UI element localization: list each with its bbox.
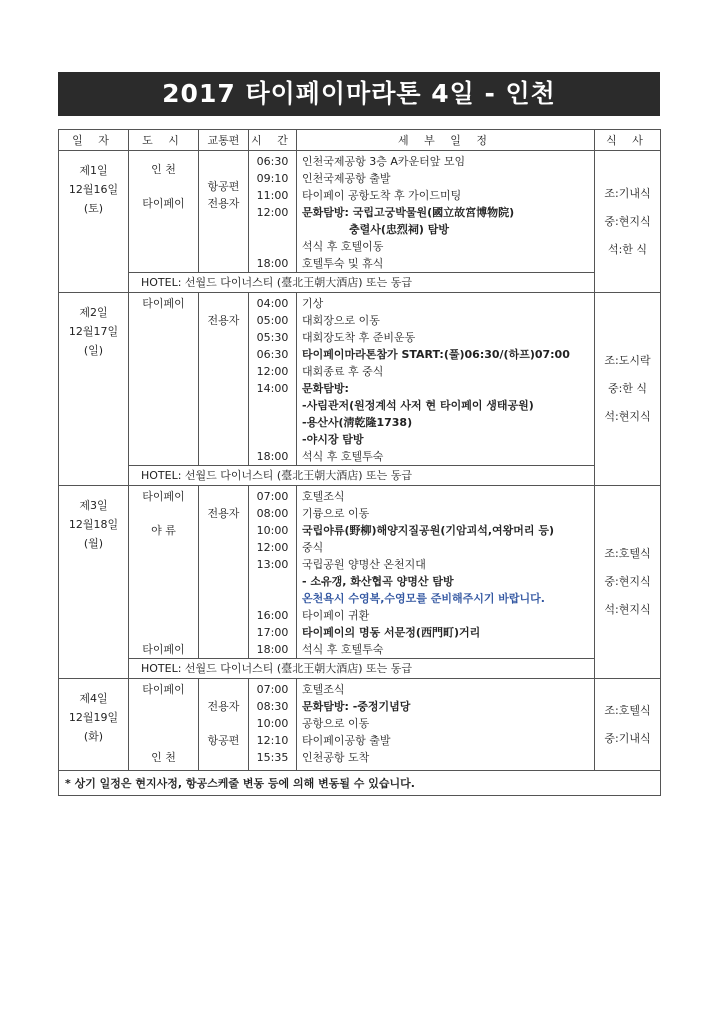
header-detail: 세 부 일 정	[297, 130, 595, 151]
time-text: 07:00	[256, 490, 289, 503]
city-text: 인 천	[151, 751, 176, 764]
meal-text: 조:도시락	[604, 354, 651, 367]
time-text	[249, 221, 296, 238]
transport-text	[199, 715, 248, 732]
detail-text: 석식 후 호텔이동	[302, 240, 384, 253]
detail-text: -야시장 탐방	[302, 433, 364, 446]
detail-text: -용산사(淸乾隆1738)	[302, 416, 413, 429]
time-text: 14:00	[256, 382, 289, 395]
city-text	[129, 556, 198, 573]
city-cell-4	[129, 679, 199, 771]
detail-text: 타이페이의 명동 서문정(西門町)거리	[302, 626, 481, 639]
hotel-text: HOTEL: 선월드 다이너스티 (臺北王朝大酒店) 또는 동급	[129, 659, 595, 679]
transport-cell-1	[199, 151, 249, 273]
detail-text: 충렬사(忠烈祠) 탐방	[349, 223, 450, 236]
time-text	[249, 573, 296, 590]
day-cell-4	[59, 679, 129, 771]
city-text	[129, 590, 198, 607]
meal-text: 조:기내식	[604, 186, 651, 200]
detail-text: 국립공원 양명산 온천지대	[302, 558, 426, 571]
day-row-1	[59, 151, 661, 273]
transport-cell-4	[199, 679, 249, 771]
time-text: 08:00	[256, 507, 289, 520]
detail-text: 인천국제공항 3층 A카운터앞 모임	[302, 155, 466, 168]
time-text: 09:10	[256, 172, 289, 185]
day-date: 12월16일	[68, 183, 119, 196]
transport-text: 항공편	[207, 734, 240, 747]
time-text	[249, 431, 296, 448]
meal-text: 중:기내식	[604, 731, 651, 745]
day-cell-3	[59, 486, 129, 679]
detail-text: 석식 후 호텔투숙	[302, 643, 384, 656]
city-text	[129, 505, 198, 522]
day-cell-1	[59, 151, 129, 293]
day-row-2	[59, 293, 661, 466]
detail-text: 공항으로 이동	[302, 717, 370, 730]
detail-text: 석식 후 호텔투숙	[302, 450, 384, 463]
meal-text: 조:호텔식	[604, 547, 651, 560]
meal-text: 석:한 식	[607, 242, 648, 256]
time-cell-1	[249, 151, 297, 273]
time-cell-3	[249, 486, 297, 659]
detail-text: - 소유갱, 화산협곡 양명산 탐방	[302, 575, 454, 588]
transport-text: 전용자	[207, 700, 240, 713]
detail-cell-1	[297, 151, 595, 273]
city-text: 타이페이	[142, 197, 185, 210]
transport-cell-2	[199, 293, 249, 466]
footnote: * 상기 일정은 현지사정, 항공스케줄 변동 등에 의해 변동될 수 있습니다.	[59, 771, 661, 796]
city-text	[129, 698, 198, 715]
detail-text: -사림관저(원정계석 사저 현 타이페이 생태공원)	[302, 399, 534, 412]
meal-text: 중:한 식	[607, 382, 648, 395]
header-city: 도 시	[129, 130, 199, 151]
city-cell-2	[129, 293, 199, 466]
time-text: 05:00	[256, 314, 289, 327]
page-title: 2017 타이페이마라톤 4일 - 인천	[58, 72, 660, 116]
meal-cell-1	[595, 151, 661, 293]
transport-text	[199, 488, 248, 505]
detail-text: 문화탐방:	[302, 382, 349, 395]
city-cell-1	[129, 151, 199, 273]
detail-text: 타이페이공항 출발	[302, 734, 391, 747]
day-label: 제4일	[79, 692, 108, 705]
meal-text: 중:현지식	[604, 214, 651, 228]
meal-text: 중:현지식	[604, 575, 651, 588]
header-time: 시 간	[249, 130, 297, 151]
meal-cell-3	[595, 486, 661, 679]
day-cell-2	[59, 293, 129, 486]
detail-cell-2	[297, 293, 595, 466]
day-weekday: (일)	[83, 344, 104, 357]
detail-text: 기륭으로 이동	[302, 507, 370, 520]
city-text	[129, 624, 198, 641]
transport-text	[199, 295, 248, 312]
time-cell-4	[249, 679, 297, 771]
city-text	[129, 573, 198, 590]
time-text: 16:00	[256, 609, 289, 622]
city-text	[129, 178, 198, 195]
meal-cell-4	[595, 679, 661, 771]
transport-text: 항공편	[207, 180, 240, 193]
time-text: 17:00	[256, 626, 289, 639]
detail-text: 타이페이 공항도착 후 가이드미팅	[302, 189, 462, 202]
header-transport: 교통편	[199, 130, 249, 151]
detail-text: 타이페이마라톤참가 START:(풀)06:30/(하프)07:00	[302, 348, 570, 361]
time-text: 12:10	[256, 734, 289, 747]
meal-text: 조:호텔식	[604, 703, 651, 717]
hotel-text: HOTEL: 선월드 다이너스티 (臺北王朝大酒店) 또는 동급	[129, 466, 595, 486]
transport-text: 전용자	[207, 314, 240, 327]
day-date: 12월19일	[68, 711, 119, 724]
day-row-4	[59, 679, 661, 771]
day-weekday: (토)	[83, 202, 104, 215]
time-text: 06:30	[256, 155, 289, 168]
detail-text: 문화탐방: 국립고궁박물원(國立故宮博物院)	[302, 206, 515, 219]
detail-text: 대회종료 후 중식	[302, 365, 384, 378]
time-cell-2	[249, 293, 297, 466]
city-text	[129, 607, 198, 624]
detail-text: 대회장도착 후 준비운동	[302, 331, 416, 344]
time-text	[249, 590, 296, 607]
detail-text: 인천국제공항 출발	[302, 172, 391, 185]
day-label: 제1일	[79, 164, 108, 177]
meal-cell-2	[595, 293, 661, 486]
city-text: 타이페이	[142, 643, 185, 656]
city-text	[129, 715, 198, 732]
detail-text: 호텔투숙 및 휴식	[302, 257, 384, 270]
detail-text: 중식	[302, 541, 324, 554]
day-weekday: (월)	[83, 537, 104, 550]
detail-text: 타이페이 귀환	[302, 609, 370, 622]
day-label: 제3일	[79, 499, 108, 512]
time-text: 15:35	[256, 751, 289, 764]
detail-cell-3	[297, 486, 595, 659]
day-label: 제2일	[79, 306, 108, 319]
city-text: 타이페이	[142, 297, 185, 310]
transport-text	[199, 681, 248, 698]
time-text: 13:00	[256, 558, 289, 571]
time-text: 06:30	[256, 348, 289, 361]
meal-text: 석:현지식	[604, 410, 651, 423]
time-text: 18:00	[256, 257, 289, 270]
transport-text: 전용자	[207, 197, 240, 210]
time-text: 10:00	[256, 524, 289, 537]
time-text: 04:00	[256, 297, 289, 310]
day-weekday: (화)	[83, 730, 104, 743]
detail-text: 호텔조식	[302, 490, 345, 503]
note-row	[59, 771, 661, 796]
city-text: 타이페이	[142, 683, 185, 696]
time-text: 18:00	[256, 643, 289, 656]
time-text: 08:30	[256, 700, 289, 713]
hotel-row-1	[59, 273, 661, 293]
detail-text: 국립야류(野柳)해양지질공원(기암괴석,여왕머리 등)	[302, 524, 555, 537]
time-text	[249, 414, 296, 431]
header-date: 일 자	[59, 130, 129, 151]
city-text: 타이페이	[142, 490, 185, 503]
transport-text	[199, 161, 248, 178]
header-meal: 식 사	[595, 130, 661, 151]
detail-cell-4	[297, 679, 595, 771]
detail-text: 온천욕시 수영복,수영모를 준비해주시기 바랍니다.	[302, 592, 545, 605]
hotel-row-2	[59, 466, 661, 486]
time-text	[249, 397, 296, 414]
hotel-row-3	[59, 659, 661, 679]
time-text	[249, 238, 296, 255]
detail-text: 문화탐방: -중정기념당	[302, 700, 411, 713]
city-text	[129, 539, 198, 556]
time-text: 12:00	[256, 365, 289, 378]
city-text: 야 류	[151, 524, 176, 537]
city-text: 인 천	[151, 163, 176, 176]
time-text: 12:00	[256, 541, 289, 554]
time-text: 10:00	[256, 717, 289, 730]
detail-text: 기상	[302, 297, 324, 310]
detail-text: 대회장으로 이동	[302, 314, 380, 327]
itinerary-table	[58, 129, 661, 796]
meal-text: 석:현지식	[604, 603, 651, 616]
detail-text: 호텔조식	[302, 683, 345, 696]
time-text: 05:30	[256, 331, 289, 344]
city-cell-3	[129, 486, 199, 659]
day-date: 12월17일	[68, 325, 119, 338]
time-text: 12:00	[256, 206, 289, 219]
transport-text: 전용자	[207, 507, 240, 520]
day-row-3	[59, 486, 661, 659]
time-text: 11:00	[256, 189, 289, 202]
day-date: 12월18일	[68, 518, 119, 531]
transport-cell-3	[199, 486, 249, 659]
hotel-text: HOTEL: 선월드 다이너스티 (臺北王朝大酒店) 또는 동급	[129, 273, 595, 293]
time-text: 07:00	[256, 683, 289, 696]
city-text	[129, 732, 198, 749]
detail-text: 인천공항 도착	[302, 751, 370, 764]
header-row	[59, 130, 661, 151]
time-text: 18:00	[256, 450, 289, 463]
